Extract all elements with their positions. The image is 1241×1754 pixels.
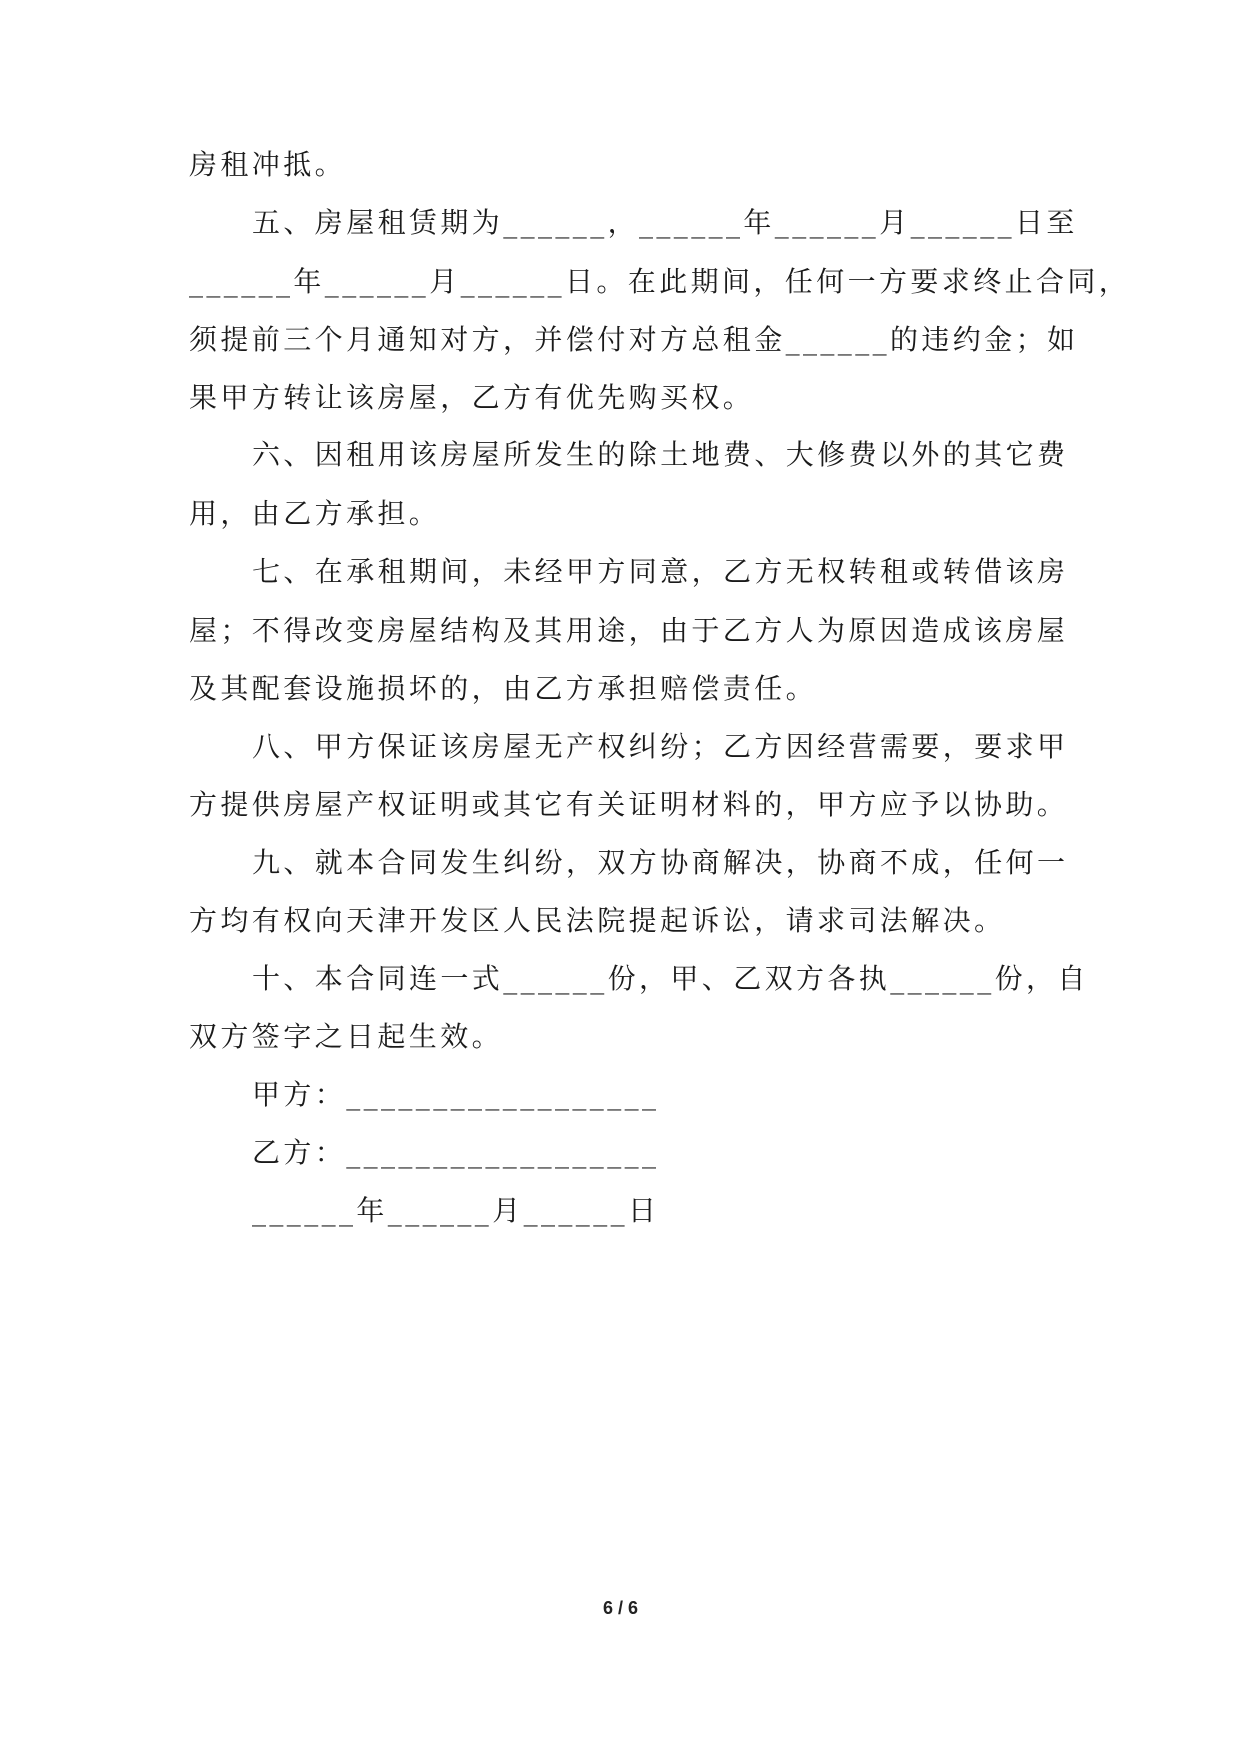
text-line: 屋；不得改变房屋结构及其用途，由于乙方人为原因造成该房屋 — [189, 614, 1069, 647]
text-line: 十、本合同连一式______份，甲、乙双方各执______份，自 — [252, 962, 1089, 995]
text-line: 五、房屋租赁期为______，______年______月______日至 — [252, 206, 1078, 239]
text-line: 九、就本合同发生纠纷，双方协商解决，协商不成，任何一 — [252, 846, 1069, 879]
text-line: 双方签字之日起生效。 — [189, 1020, 504, 1053]
text-line: 及其配套设施损坏的，由乙方承担赔偿责任。 — [189, 672, 818, 705]
party-a-signature: 甲方：__________________ — [252, 1078, 660, 1111]
text-line: 方均有权向天津开发区人民法院提起诉讼，请求司法解决。 — [189, 904, 1006, 937]
text-line: 方提供房屋产权证明或其它有关证明材料的，甲方应予以协助。 — [189, 788, 1069, 821]
page-number: 6 / 6 — [602, 1598, 639, 1618]
text-line: 用，由乙方承担。 — [189, 497, 441, 530]
signature-date: ______年______月______日 — [252, 1194, 660, 1227]
party-b-signature: 乙方：__________________ — [252, 1136, 660, 1169]
text-line: 须提前三个月通知对方，并偿付对方总租金______的违约金；如 — [189, 323, 1079, 356]
text-line: 房租冲抵。 — [189, 148, 347, 181]
text-line: ______年______月______日。在此期间，任何一方要求终止合同， — [189, 265, 1131, 298]
text-line: 八、甲方保证该房屋无产权纠纷；乙方因经营需要，要求甲 — [252, 730, 1069, 763]
text-line: 七、在承租期间，未经甲方同意，乙方无权转租或转借该房 — [252, 555, 1069, 588]
text-line: 果甲方转让该房屋，乙方有优先购买权。 — [189, 381, 755, 414]
text-line: 六、因租用该房屋所发生的除土地费、大修费以外的其它费 — [252, 438, 1069, 471]
